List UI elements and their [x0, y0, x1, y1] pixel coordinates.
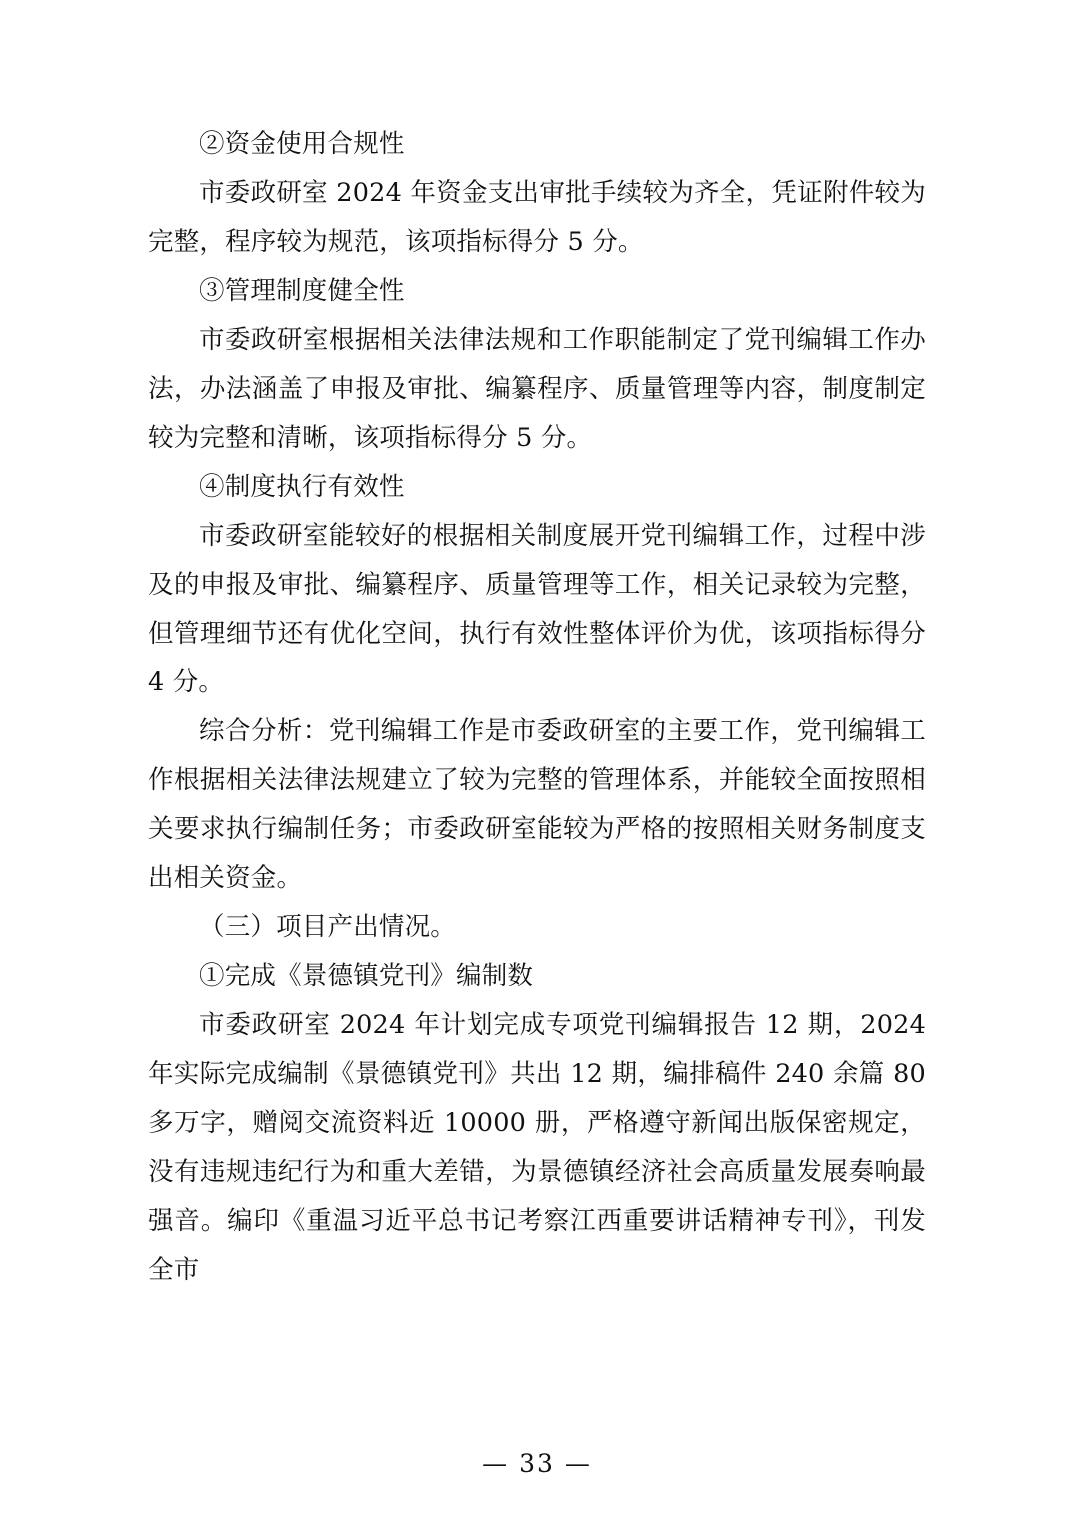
paragraph: 综合分析：党刊编辑工作是市委政研室的主要工作，党刊编辑工作根据相关法律法规建立了较为完整的管理体系，并能较全面按照相关要求执行编制任务；市委政研室能较为严格的按照相关财务制度支出相关资金。: [148, 716, 926, 894]
page-number: — 33 —: [482, 1449, 592, 1478]
paragraph: ④制度执行有效性: [199, 471, 405, 502]
paragraph: 市委政研室 2024 年计划完成专项党刊编辑报告 12 期，2024 年实际完成编制《景德镇党刊》共出 12 期，编排稿件 240 余篇 80 多万字，赠阅交流资料近 10000 册，严格遵守新闻出版保密规定，没有违规违纪行为和重大差错，为景德镇经济社会高质量发展奏响最强音。编印《重温习近平总书记考察江西重要讲话精神专刊》，刊发全市: [148, 1010, 926, 1285]
paragraph: （三）项目产出情况。: [199, 912, 457, 943]
paragraph: ③管理制度健全性: [199, 275, 405, 306]
paragraph: 市委政研室根据相关法律法规和工作职能制定了党刊编辑工作办法，办法涵盖了申报及审批、编纂程序、质量管理等内容，制度制定较为完整和清晰，该项指标得分 5 分。: [148, 324, 926, 453]
paragraph: 市委政研室 2024 年资金支出审批手续较为齐全，凭证附件较为完整，程序较为规范，该项指标得分 5 分。: [148, 177, 926, 257]
document-body: [148, 120, 926, 1295]
paragraph: ②资金使用合规性: [199, 129, 405, 159]
paragraph: ①完成《景德镇党刊》编制数: [199, 961, 534, 992]
paragraph: 市委政研室能较好的根据相关制度展开党刊编辑工作，过程中涉及的申报及审批、编纂程序、质量管理等工作，相关记录较为完整，但管理细节还有优化空间，执行有效性整体评价为优，该项指标得分 4 分。: [148, 520, 926, 698]
